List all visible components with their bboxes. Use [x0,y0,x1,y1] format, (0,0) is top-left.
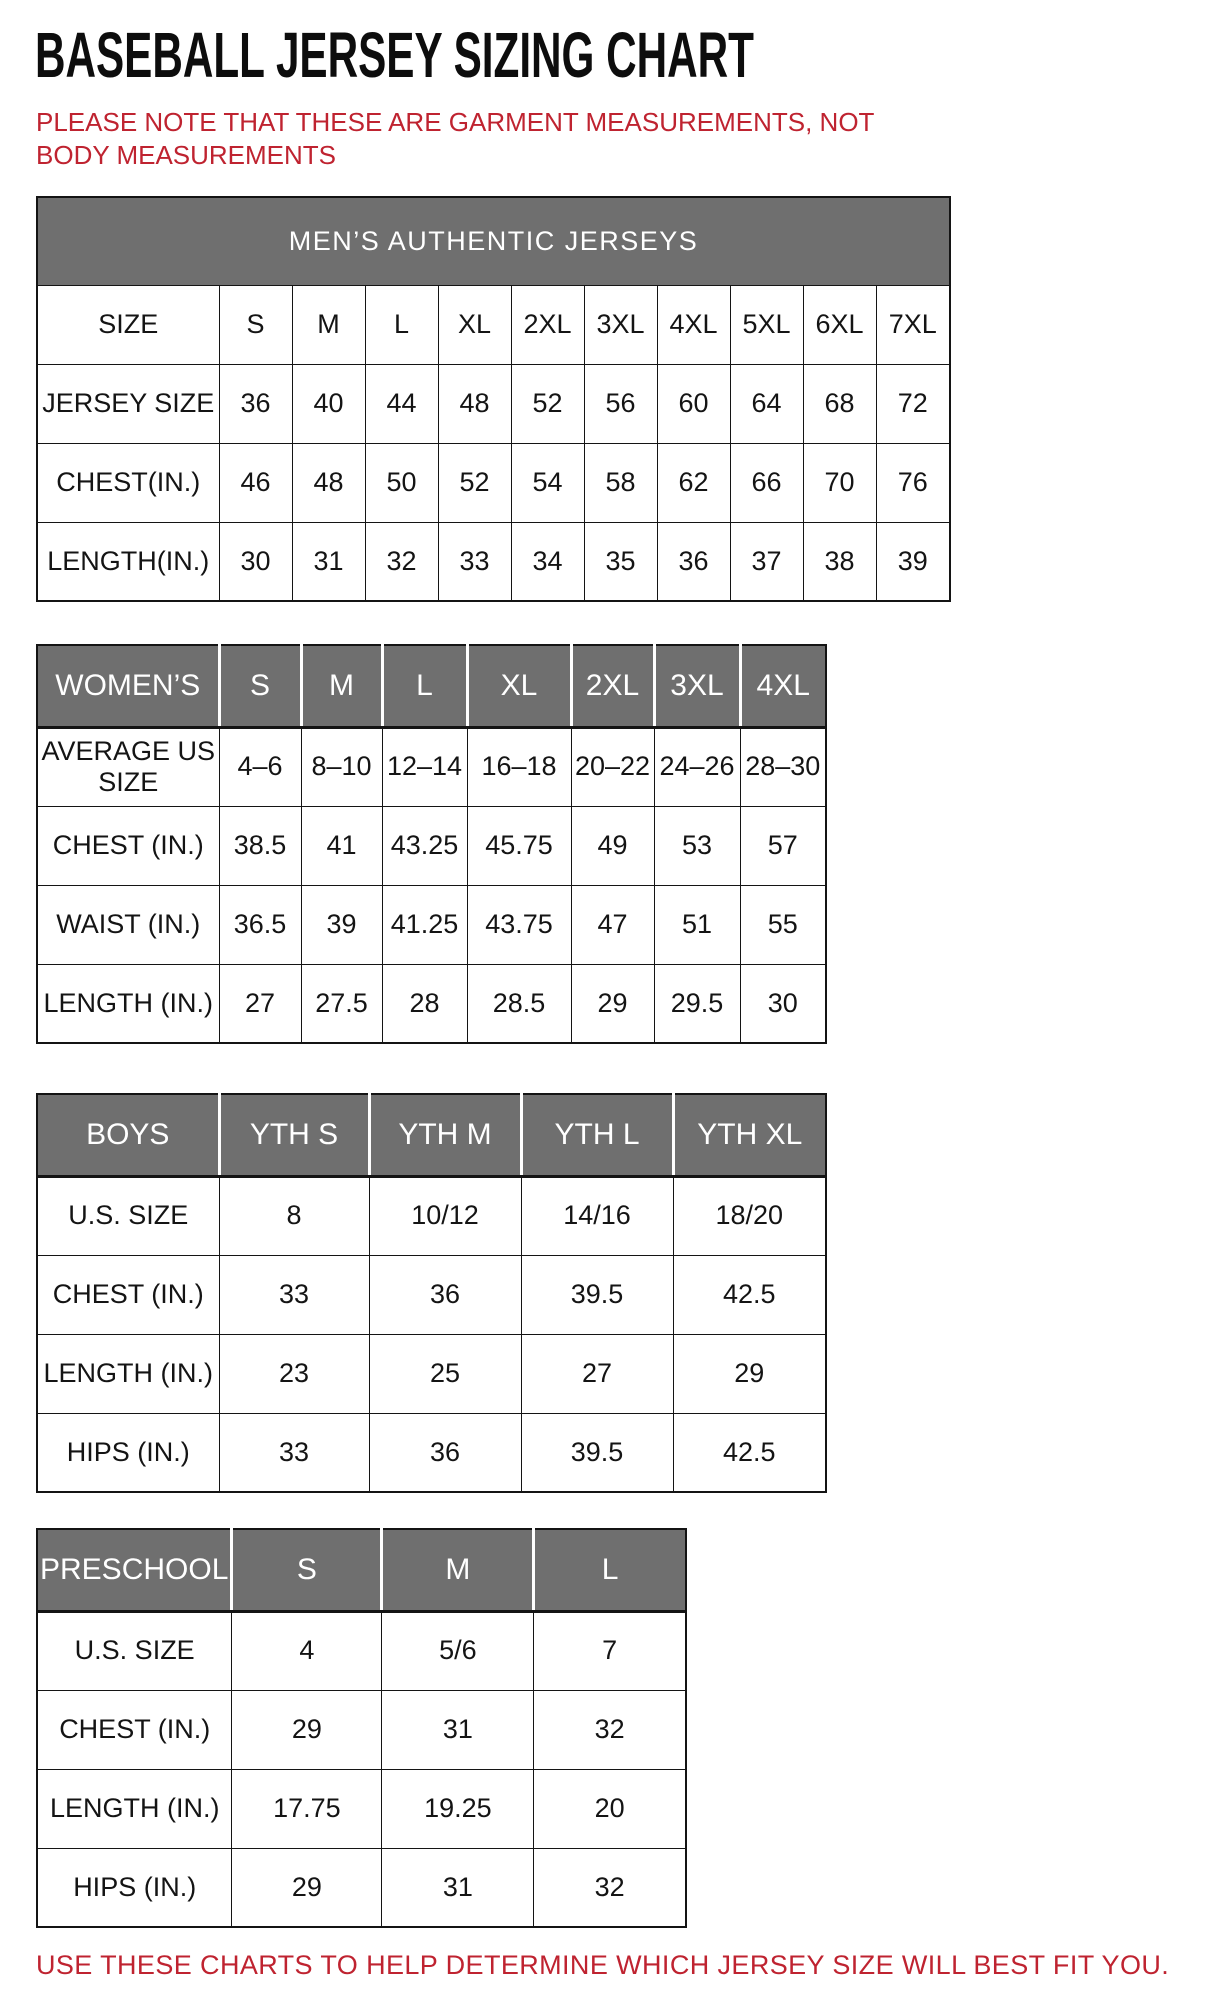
boys-size-column-header: YTH M [369,1094,521,1176]
data-cell: 52 [438,443,511,522]
womens-group-label: WOMEN’S [37,645,219,727]
row-label: LENGTH (IN.) [37,1769,232,1848]
row-label: JERSEY SIZE [37,364,219,443]
womens-header-row [37,645,826,727]
data-cell: 57 [740,806,826,885]
womens-size-column-header: 2XL [571,645,654,727]
data-cell: 33 [438,522,511,601]
data-cell: 38 [803,522,876,601]
row-label: AVERAGE US SIZE [37,727,219,806]
data-cell: 36 [369,1255,521,1334]
row-label: CHEST (IN.) [37,806,219,885]
data-cell: 20 [534,1769,686,1848]
data-cell: 2XL [511,285,584,364]
data-cell: 32 [365,522,438,601]
data-cell: 45.75 [467,806,571,885]
data-cell: 6XL [803,285,876,364]
boys-size-table [36,1093,827,1493]
data-cell: 20–22 [571,727,654,806]
data-cell: L [365,285,438,364]
table-row [37,285,950,364]
data-cell: 62 [657,443,730,522]
data-cell: XL [438,285,511,364]
data-cell: 44 [365,364,438,443]
data-cell: M [292,285,365,364]
mens-table-container [36,196,1220,602]
data-cell: 36 [219,364,292,443]
data-cell: 39.5 [521,1413,673,1492]
data-cell: 33 [219,1413,369,1492]
womens-size-column-header: M [301,645,382,727]
data-cell: 54 [511,443,584,522]
row-label: LENGTH (IN.) [37,1334,219,1413]
table-row [37,964,826,1043]
data-cell: 72 [876,364,950,443]
data-cell: 32 [534,1690,686,1769]
row-label: CHEST (IN.) [37,1255,219,1334]
data-cell: 70 [803,443,876,522]
womens-table-container [36,644,1220,1044]
data-cell: 3XL [584,285,657,364]
data-cell: 25 [369,1334,521,1413]
table-row [37,1176,826,1255]
data-cell: 27 [521,1334,673,1413]
data-cell: 14/16 [521,1176,673,1255]
boys-size-column-header: YTH XL [673,1094,826,1176]
data-cell: 19.25 [382,1769,534,1848]
data-cell: 28–30 [740,727,826,806]
data-cell: 58 [584,443,657,522]
table-row [37,1769,686,1848]
preschool-group-label: PRESCHOOL [37,1529,232,1611]
data-cell: 48 [438,364,511,443]
womens-size-table [36,644,827,1044]
data-cell: 23 [219,1334,369,1413]
preschool-size-column-header: M [382,1529,534,1611]
data-cell: 42.5 [673,1255,826,1334]
boys-header-row [37,1094,826,1176]
boys-table-container [36,1093,1220,1493]
data-cell: 39 [301,885,382,964]
data-cell: 4XL [657,285,730,364]
data-cell: 29 [673,1334,826,1413]
preschool-size-table [36,1528,687,1928]
data-cell: 56 [584,364,657,443]
data-cell: 76 [876,443,950,522]
data-cell: 37 [730,522,803,601]
data-cell: 48 [292,443,365,522]
data-cell: 29 [232,1690,382,1769]
row-label: HIPS (IN.) [37,1413,219,1492]
womens-size-column-header: XL [467,645,571,727]
row-label: SIZE [37,285,219,364]
data-cell: 5/6 [382,1611,534,1690]
data-cell: 17.75 [232,1769,382,1848]
preschool-header-row [37,1529,686,1611]
data-cell: 36.5 [219,885,301,964]
data-cell: 27.5 [301,964,382,1043]
data-cell: 29 [571,964,654,1043]
data-cell: 38.5 [219,806,301,885]
data-cell: 41 [301,806,382,885]
table-row [37,522,950,601]
womens-size-column-header: 3XL [654,645,740,727]
table-row [37,1690,686,1769]
data-cell: 12–14 [382,727,467,806]
womens-size-column-header: 4XL [740,645,826,727]
data-cell: 32 [534,1848,686,1927]
mens-caption-row [37,197,950,285]
data-cell: 68 [803,364,876,443]
data-cell: 30 [219,522,292,601]
data-cell: 40 [292,364,365,443]
mens-table-caption: MEN’S AUTHENTIC JERSEYS [37,197,950,285]
table-row [37,1255,826,1334]
table-row [37,1848,686,1927]
preschool-table-container [36,1528,1220,1928]
row-label: CHEST (IN.) [37,1690,232,1769]
data-cell: 41.25 [382,885,467,964]
data-cell: 60 [657,364,730,443]
womens-size-column-header: L [382,645,467,727]
data-cell: 53 [654,806,740,885]
data-cell: 36 [657,522,730,601]
data-cell: 39 [876,522,950,601]
data-cell: 43.25 [382,806,467,885]
table-row [37,727,826,806]
garment-measurements-note: PLEASE NOTE THAT THESE ARE GARMENT MEASUREMENTS, NOT BODY MEASUREMENTS [36,107,874,171]
data-cell: 39.5 [521,1255,673,1334]
data-cell: 64 [730,364,803,443]
data-cell: 49 [571,806,654,885]
data-cell: 66 [730,443,803,522]
footer-note: USE THESE CHARTS TO HELP DETERMINE WHICH JERSEY SIZE WILL BEST FIT YOU. [36,1950,1170,1980]
data-cell: 35 [584,522,657,601]
data-cell: 33 [219,1255,369,1334]
data-cell: 46 [219,443,292,522]
row-label: U.S. SIZE [37,1176,219,1255]
data-cell: 8–10 [301,727,382,806]
table-row [37,443,950,522]
mens-size-table [36,196,951,602]
data-cell: 8 [219,1176,369,1255]
table-row [37,1611,686,1690]
boys-group-label: BOYS [37,1094,219,1176]
sizing-chart-page [0,19,1220,1996]
boys-size-column-header: YTH S [219,1094,369,1176]
data-cell: S [219,285,292,364]
data-cell: 43.75 [467,885,571,964]
row-label: WAIST (IN.) [37,885,219,964]
data-cell: 24–26 [654,727,740,806]
data-cell: 55 [740,885,826,964]
table-row [37,1334,826,1413]
data-cell: 29 [232,1848,382,1927]
table-row [37,885,826,964]
data-cell: 27 [219,964,301,1043]
data-cell: 31 [292,522,365,601]
data-cell: 29.5 [654,964,740,1043]
data-cell: 28.5 [467,964,571,1043]
data-cell: 50 [365,443,438,522]
data-cell: 31 [382,1848,534,1927]
data-cell: 16–18 [467,727,571,806]
table-row [37,806,826,885]
boys-size-column-header: YTH L [521,1094,673,1176]
page-title: BASEBALL JERSEY SIZING CHART [35,19,754,91]
row-label: CHEST(IN.) [37,443,219,522]
data-cell: 4 [232,1611,382,1690]
preschool-size-column-header: S [232,1529,382,1611]
data-cell: 5XL [730,285,803,364]
womens-size-column-header: S [219,645,301,727]
data-cell: 42.5 [673,1413,826,1492]
data-cell: 7 [534,1611,686,1690]
data-cell: 7XL [876,285,950,364]
row-label: LENGTH (IN.) [37,964,219,1043]
preschool-size-column-header: L [534,1529,686,1611]
data-cell: 18/20 [673,1176,826,1255]
data-cell: 36 [369,1413,521,1492]
data-cell: 51 [654,885,740,964]
data-cell: 30 [740,964,826,1043]
data-cell: 10/12 [369,1176,521,1255]
table-row [37,364,950,443]
row-label: U.S. SIZE [37,1611,232,1690]
row-label: HIPS (IN.) [37,1848,232,1927]
data-cell: 34 [511,522,584,601]
row-label: LENGTH(IN.) [37,522,219,601]
data-cell: 4–6 [219,727,301,806]
data-cell: 52 [511,364,584,443]
data-cell: 47 [571,885,654,964]
data-cell: 28 [382,964,467,1043]
data-cell: 31 [382,1690,534,1769]
table-row [37,1413,826,1492]
